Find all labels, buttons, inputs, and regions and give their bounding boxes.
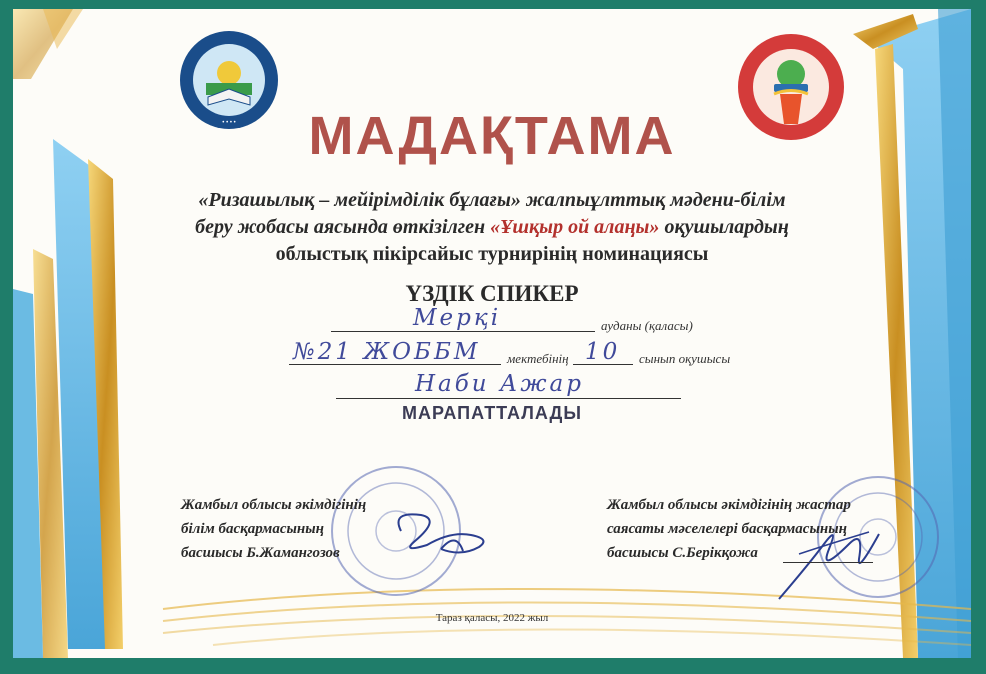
district-underline <box>331 331 595 332</box>
certificate <box>13 9 971 658</box>
district-label: ауданы (қаласы) <box>601 318 693 333</box>
awarded-text: МАРАПАТТАЛАДЫ <box>401 403 583 423</box>
body-line-2-start: беру жобасы аясында өткізілген <box>195 216 491 238</box>
student-name: Наби Ажар <box>415 371 584 397</box>
left-signatory-line-1: Жамбыл облысы әкімдігінің <box>181 497 367 513</box>
nomination-title: ҮЗДІК СПИКЕР <box>405 281 579 306</box>
grade-value: 10 <box>585 339 621 365</box>
left-signatory-line-2: білім басқармасының <box>181 521 324 537</box>
svg-text:• • • •: • • • • <box>222 120 236 126</box>
district-value: Мерқі <box>413 305 502 331</box>
right-signatory-line-3: басшысы С.Берікқожа <box>607 545 758 561</box>
school-label: мектебінің <box>507 351 569 366</box>
right-signatory-line-1: Жамбыл облысы әкімдігінің жастар <box>607 497 851 513</box>
certificate-title: МАДАҚТАМА <box>308 106 676 166</box>
left-signatory-line-3: басшысы Б.Жамангозов <box>181 545 340 561</box>
footer-place-year: Тараз қаласы, 2022 жыл <box>435 612 549 624</box>
right-signatory-line-2: саясаты мәселелері басқармасының <box>607 521 847 537</box>
right-signature-underline <box>783 562 873 563</box>
student-underline <box>336 398 681 399</box>
right-signature <box>769 504 899 604</box>
school-value: №21 ЖОББМ <box>293 339 481 365</box>
body-line-3: облыстық пікірсайыс турнирінің номинациясы <box>275 243 709 265</box>
event-name-highlight: «Ұшқыр ой алаңы» <box>490 216 660 238</box>
body-line-1: «Ризашылық – мейірімділік бұлағы» жалпыұлттық мәдени-білім <box>198 189 786 211</box>
body-line-2-end: оқушылардың <box>659 216 789 238</box>
grade-label: сынып оқушысы <box>639 351 731 366</box>
left-signature <box>381 501 511 571</box>
left-signatory <box>181 493 366 565</box>
body-line-2 <box>13 216 971 239</box>
